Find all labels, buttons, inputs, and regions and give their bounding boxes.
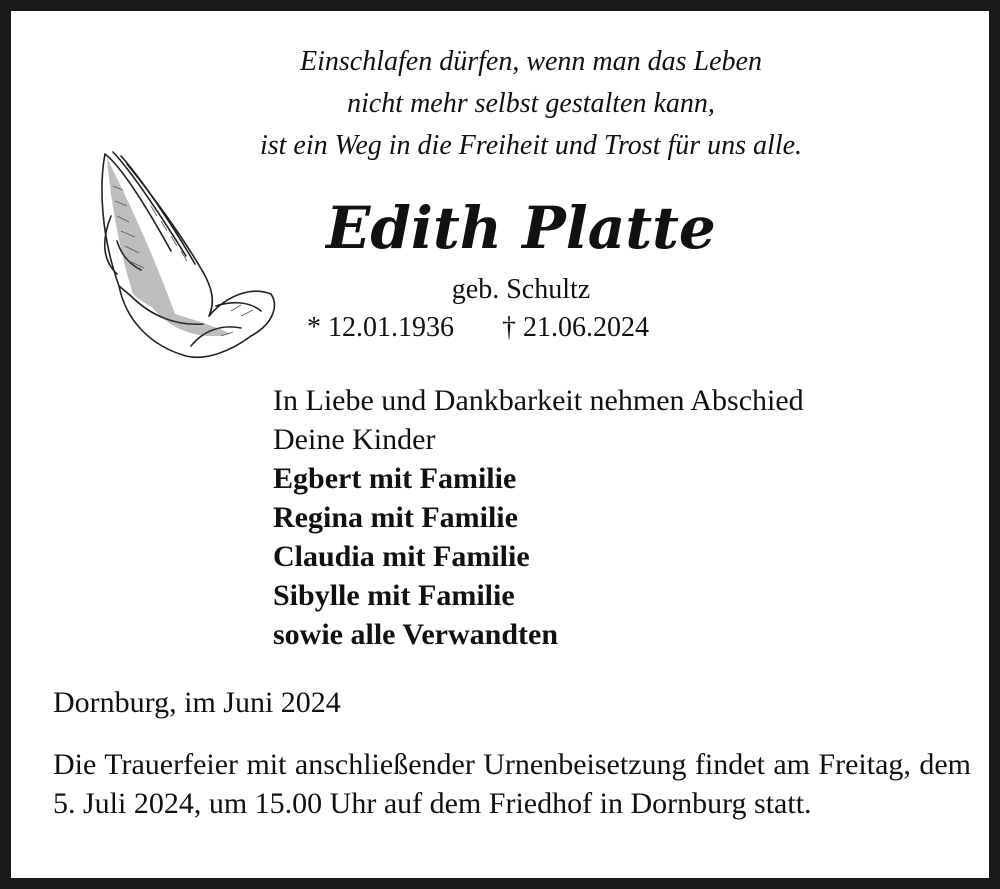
- praying-hands-icon: [91, 146, 281, 371]
- mourner-name: sowie alle Verwandten: [273, 618, 558, 651]
- birth-name: geb. Schultz: [451, 274, 591, 305]
- mourner-name: Sibylle mit Familie: [273, 579, 515, 612]
- deceased-name: Edith Platte: [326, 194, 716, 262]
- birth-date: * 12.01.1936: [307, 312, 454, 343]
- mourner-name: Egbert mit Familie: [273, 462, 517, 495]
- funeral-notice: Die Trauerfeier mit anschließender Urnenbeisetzung findet am Freitag, dem 5. Juli 2024, um 15.00 Uhr auf dem Friedhof in Dornburg statt.: [53, 748, 971, 820]
- place-date: Dornburg, im Juni 2024: [53, 686, 341, 719]
- mourners-subtitle: Deine Kinder: [273, 423, 436, 456]
- death-date: † 21.06.2024: [502, 312, 649, 343]
- poem-line-2: nicht mehr selbst gestalten kann,: [347, 88, 715, 119]
- mourner-name: Regina mit Familie: [273, 501, 518, 534]
- poem-line-3: ist ein Weg in die Freiheit und Trost für uns alle.: [259, 130, 803, 161]
- mourner-name: Claudia mit Familie: [273, 540, 530, 573]
- mourners-intro: In Liebe und Dankbarkeit nehmen Abschied: [273, 384, 804, 417]
- poem-line-1: Einschlafen dürfen, wenn man das Leben: [300, 46, 762, 77]
- mourners-block: [273, 381, 804, 654]
- life-dates: [307, 311, 649, 345]
